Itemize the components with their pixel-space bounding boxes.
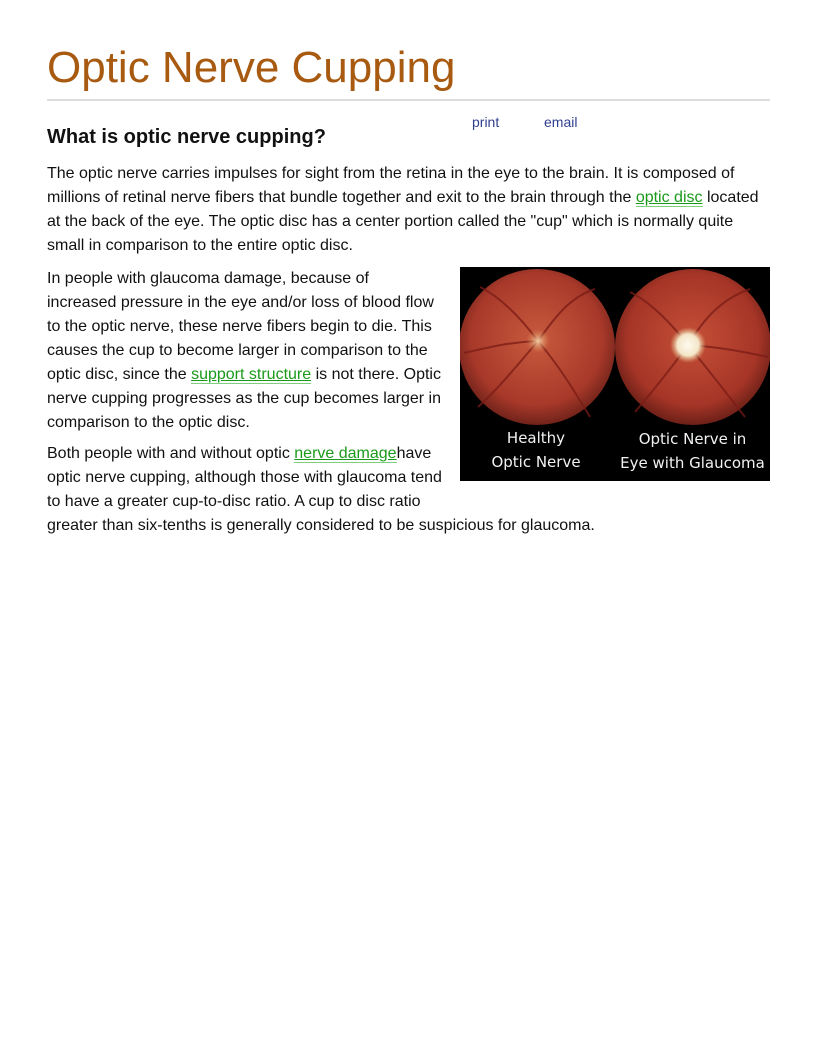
section-heading: What is optic nerve cupping? [47,126,326,148]
optic-disc-link[interactable]: optic disc [635,189,703,206]
healthy-caption [460,426,612,474]
paragraph-1-text-b: located at the back of the eye. The optic disc has a center portion called the "cup" which is normally quite small in comparison to the entire optic disc. [47,189,759,254]
paragraph-2 [47,267,442,435]
healthy-caption-line-2: Optic Nerve [491,453,581,471]
title-divider [47,99,770,101]
paragraph-3-text-b: have optic nerve cupping, although those with glaucoma tend to have a greater cup-to-disc ratio. A cup to disc ratio [47,445,442,510]
page-title: Optic Nerve Cupping [47,43,456,92]
nerve-damage-link[interactable]: nerve damage [294,445,397,462]
optic-nerve-comparison-image [460,267,770,481]
glaucoma-caption-line-1: Optic Nerve in [638,430,747,448]
healthy-optic-disc [526,329,550,353]
glaucoma-caption [615,427,770,475]
paragraph-1-text-a: The optic nerve carries impulses for sight from the retina in the eye to the brain. It is composed of millions of retinal nerve fibers that bundle together and exit to the brain through the [47,165,735,206]
print-link[interactable]: print [472,114,500,130]
glaucoma-optic-disc [670,327,706,363]
healthy-caption-line-1: Healthy [506,429,566,447]
email-link[interactable]: email [544,114,578,130]
paragraph-3-narrow [47,442,442,514]
glaucoma-caption-line-2: Eye with Glaucoma [620,454,765,472]
paragraph-1 [47,162,771,258]
paragraph-3-text-a: Both people with and without optic [47,445,295,462]
support-structure-link[interactable]: support structure [191,366,312,383]
paragraph-2-text-b: is not there. Optic nerve cupping progresses as the cup becomes larger in comparison to the optic disc. [47,366,441,431]
paragraph-2-text-a: In people with glaucoma damage, because of increased pressure in the eye and/or loss of blood flow to the optic nerve, these nerve fibers begin to die. This causes the cup to become larger in comparison to the optic disc, since the [47,270,434,383]
paragraph-3-text-c: greater than six-tenths is generally considered to be suspicious for glaucoma. [47,517,595,534]
